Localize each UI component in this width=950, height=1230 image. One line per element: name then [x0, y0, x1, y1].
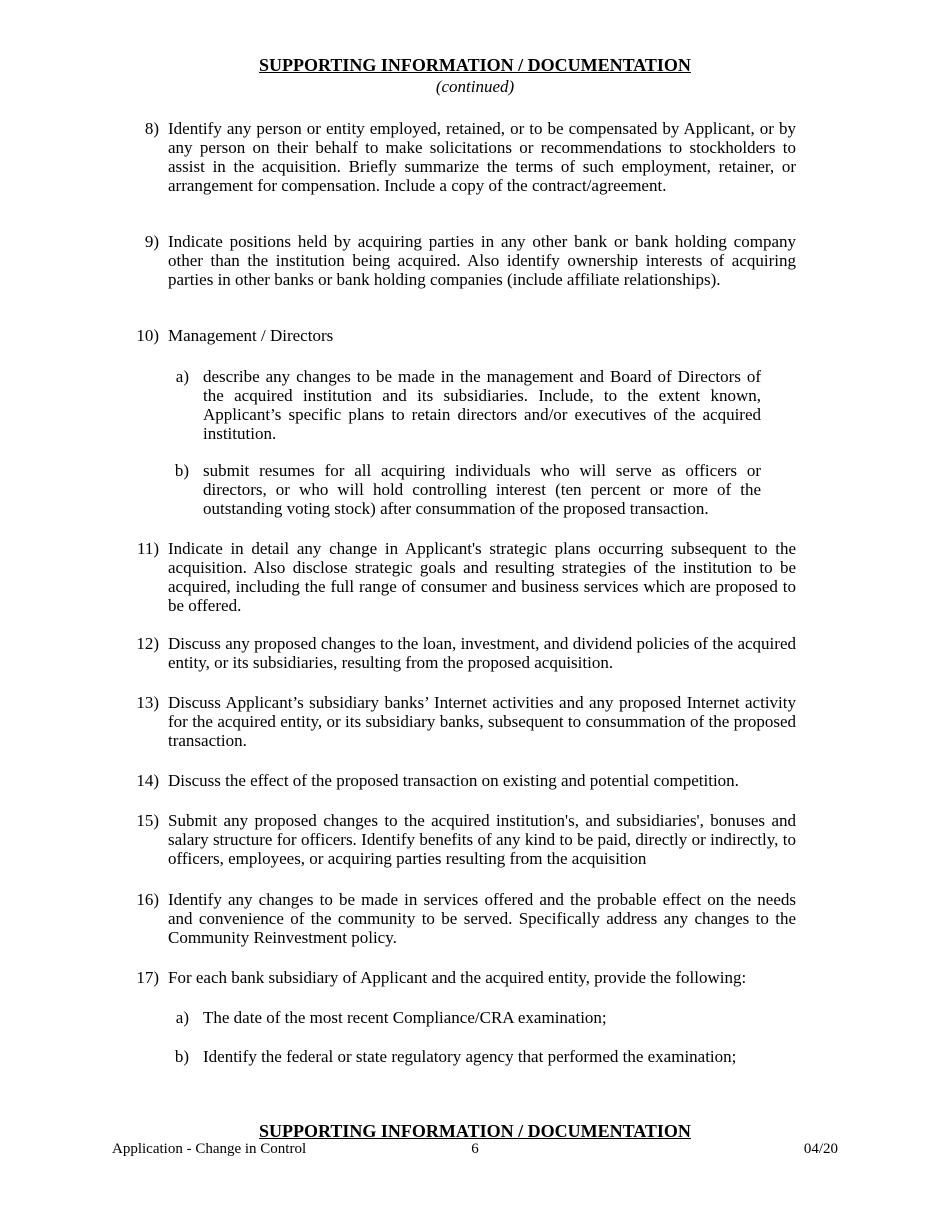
sub-item-letter: b): [174, 461, 189, 480]
sub-item-letter: a): [175, 367, 189, 386]
sub-item-letter: b): [174, 1047, 189, 1066]
item-text: Identify any changes to be made in services offered and the probable effect on the needs and convenience of the community to be served. Specifically address any changes to the Community Reinvestment policy.: [168, 890, 796, 947]
item-text: For each bank subsidiary of Applicant and the acquired entity, provide the following:: [168, 968, 747, 987]
item-number: 8): [144, 119, 159, 138]
item-text: Discuss any proposed changes to the loan, investment, and dividend policies of the acquired entity, or its subsidiaries, resulting from the proposed acquisition.: [168, 634, 796, 672]
item-text: Management / Directors: [168, 326, 334, 345]
footer-form-name: Application - Change in Control: [112, 1141, 307, 1157]
item-text: Indicate in detail any change in Applicant's strategic plans occurring subsequent to the acquisition. Also disclose strategic goals and resulting strategies of the institution to be acquired, including the full range of consumer and business services which are proposed to be offered.: [168, 539, 796, 615]
item-number: 16): [136, 890, 159, 909]
page-title: SUPPORTING INFORMATION / DOCUMENTATION: [259, 55, 691, 75]
sub-item-text: Identify the federal or state regulatory agency that performed the examination;: [203, 1047, 737, 1066]
sub-item-text: describe any changes to be made in the management and Board of Directors of the acquired institution and its subsidiaries. Include, to the extent known, Applicant’s specific plans to retain directors and/or executives of the acquired institution.: [203, 367, 761, 443]
footer-revision-date: 04/20: [803, 1141, 838, 1157]
item-number: 9): [144, 232, 159, 251]
item-number: 12): [136, 634, 159, 653]
item-number: 15): [136, 811, 159, 830]
footer-page-number: 6: [471, 1141, 479, 1157]
item-text: Submit any proposed changes to the acquired institution's, and subsidiaries', bonuses and salary structure for officers. Identify benefits of any kind to be paid, directly or indirectly, to officers, employees, or acquiring parties resulting from the acquisition: [168, 811, 796, 868]
item-number: 11): [136, 539, 159, 558]
item-text: Discuss Applicant’s subsidiary banks’ Internet activities and any proposed Internet activity for the acquired entity, or its subsidiary banks, subsequent to consummation of the proposed transaction.: [168, 693, 796, 750]
sub-item-letter: a): [175, 1008, 189, 1027]
item-text: Discuss the effect of the proposed transaction on existing and potential competition.: [168, 771, 739, 790]
item-number: 17): [136, 968, 159, 987]
page-subtitle: (continued): [435, 77, 515, 96]
sub-item-text: The date of the most recent Compliance/CRA examination;: [203, 1008, 607, 1027]
item-number: 14): [136, 771, 159, 790]
sub-item-text: submit resumes for all acquiring individuals who will serve as officers or directors, or who will hold controlling interest (ten percent or more of the outstanding voting stock) after consummation of the proposed transaction.: [203, 461, 761, 518]
item-text: Identify any person or entity employed, retained, or to be compensated by Applicant, or by any person on their behalf to make solicitations or recommendations to stockholders to assist in the acquisition. Briefly summarize the terms of such employment, retainer, or arrangement for compensation. Include a copy of the contract/agreement.: [168, 119, 796, 195]
bottom-heading: SUPPORTING INFORMATION / DOCUMENTATION: [259, 1121, 691, 1141]
item-number: 13): [136, 693, 159, 712]
item-text: Indicate positions held by acquiring parties in any other bank or bank holding company other than the institution being acquired. Also identify ownership interests of acquiring parties in other banks or bank holding companies (include affiliate relationships).: [168, 232, 796, 289]
item-number: 10): [136, 326, 159, 345]
